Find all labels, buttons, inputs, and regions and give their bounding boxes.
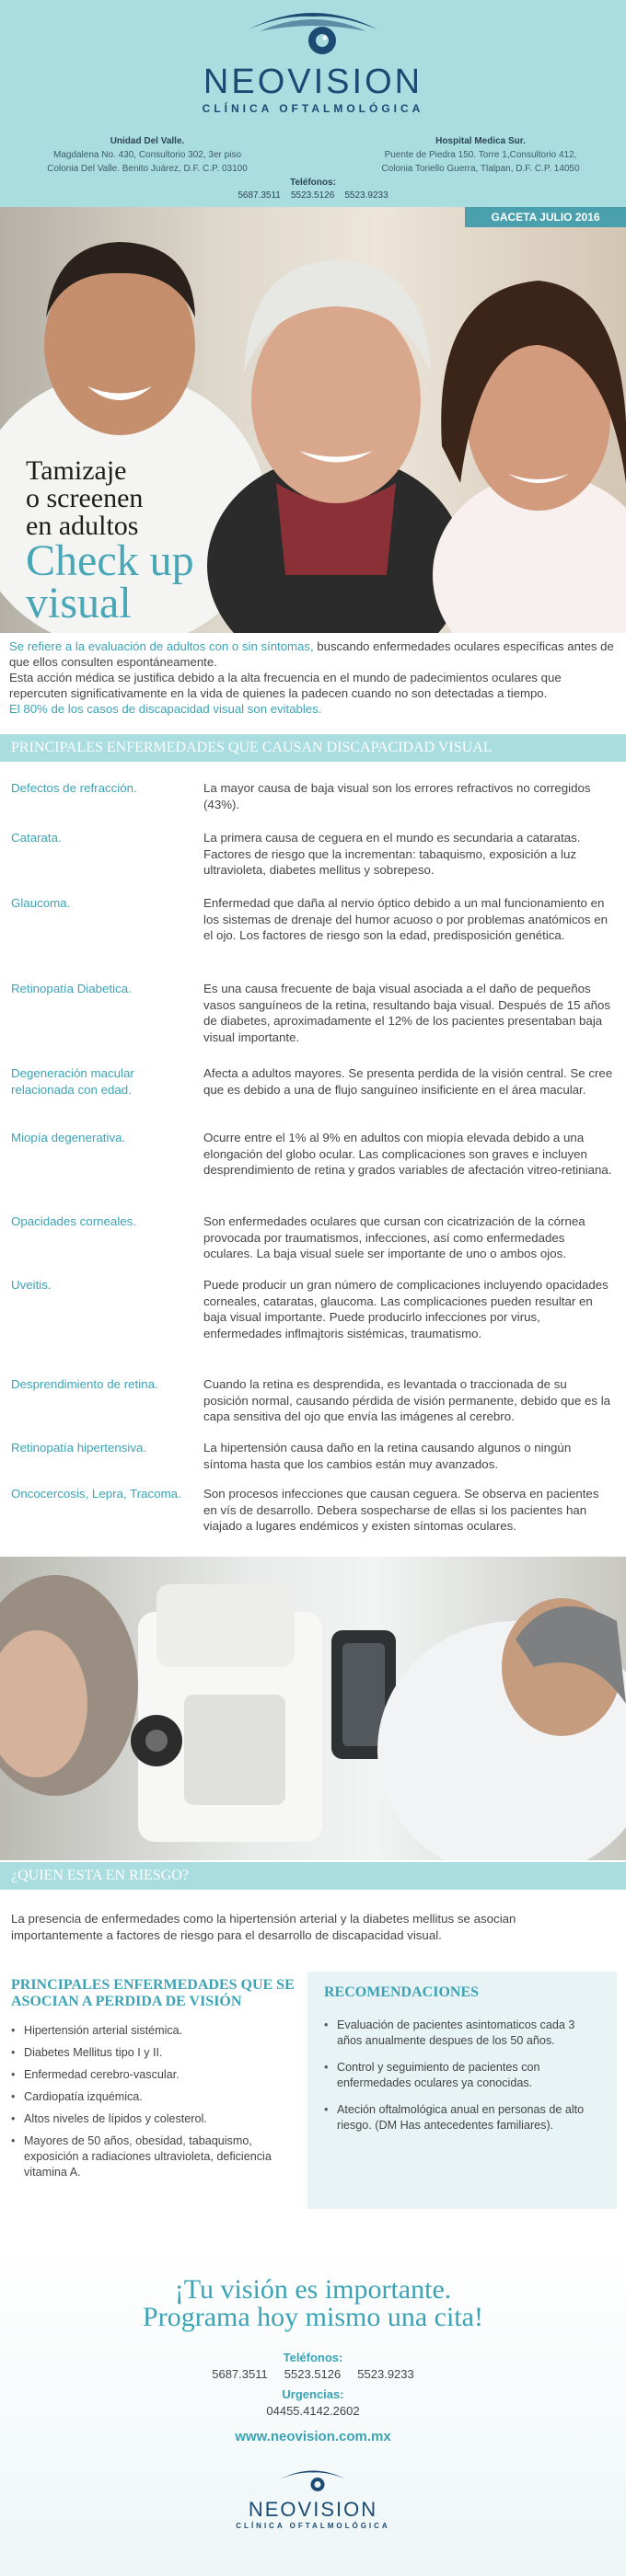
phones-numbers[interactable]: 5687.3511 5523.5126 5523.9233 (238, 190, 388, 201)
disease-description: Puede producir un gran número de complicaciones incluyendo opacidades corneales, cataratas, glaucoma. Las complicaciones pueden resultar en baja visual importante. Puede producirlo infecciones por virus, enfermedades inflmajtoris sistémicas, traumatismo. (203, 1278, 609, 1340)
footer-urgent-label: Urgencias: (282, 2387, 344, 2401)
disease-description: Es una causa frecuente de baja visual asociada a el daño de pequeños vasos sanguíneos de la retina, resultando baja visual. Después de 15 años de diabetes, aproximadamente el 12% de los pacientes presentaban baja visual importante. (203, 982, 611, 1044)
intro-lead: Se refiere a la evaluación de adultos con o sin síntomas, (9, 639, 314, 653)
intro-text (9, 638, 617, 717)
recommendations-panel (307, 1972, 617, 2209)
footer (0, 2245, 626, 2576)
address-del-valle (37, 134, 258, 176)
address-title: Unidad Del Valle. (110, 136, 185, 146)
hero-line-highlight: Check up (26, 536, 194, 585)
disease-description: Enfermedad que daña al nervio óptico debido a un mal funcionamiento en los sistemas de drenaje del humor acuoso o por problemas anatómicos en el ojo. Los factores de riesgo son la edad, predisposición genética. (203, 896, 609, 942)
intro-highlight: El 80% de los casos de discapacidad visual son evitables. (9, 702, 322, 716)
disease-name: Oncocercosis, Lepra, Tracoma. (11, 1487, 181, 1501)
disease-name: Miopía degenerativa. (11, 1131, 126, 1144)
disease-name: Retinopatía Diabetica. (11, 982, 132, 995)
address-line: Colonia Toriello Guerra, Tlalpan, D.F. C.P. 14050 (381, 164, 580, 174)
footer-brand-subtitle: CLÍNICA OFTALMOLÓGICA (236, 2522, 390, 2530)
recommendations-title: RECOMENDACIONES (324, 1984, 480, 2000)
intro-text-2: Esta acción médica se justifica debido a la alta frecuencia en el mundo de padecimientos oculares que repercuten significativamente en la vida de quienes la padecen cuando no son detectadas a tiempo. (9, 671, 562, 700)
hero-line: o screenen (26, 483, 144, 513)
list-item: • Hipertensión arterial sistémica. (11, 2023, 296, 2039)
footer-brand: NEOVISION (248, 2498, 378, 2521)
disease-description: La hipertensión causa daño en la retina causando algunos o ningún síntoma hasta que los cambios están muy avanzados. (203, 1441, 572, 1471)
footer-logo[interactable] (0, 2468, 626, 2530)
list-item: • Ateción oftalmológica anual en personas de alto riesgo. (DM Has antecedentes familiares). (324, 2102, 600, 2133)
eye-exam-illustration (0, 1557, 626, 1860)
disease-name: Uveitis. (11, 1278, 52, 1292)
intro-text-1: buscando enfermedades oculares específicas antes de que ellos consulten espontáneamente. (9, 639, 614, 669)
eye-exam-photo (0, 1557, 626, 1860)
disease-name: Opacidades corneales. (11, 1214, 137, 1228)
list-item: • Control y seguimiento de pacientes con enfermedades oculares ya conocidas. (324, 2060, 600, 2091)
cta-line: Programa hoy mismo una cita! (143, 2302, 483, 2332)
list-item: • Cardiopatía izquémica. (11, 2089, 296, 2105)
disease-name: Retinopatía hipertensiva. (11, 1441, 147, 1455)
disease-name: Glaucoma. (11, 896, 71, 910)
risk-factors-list (11, 2023, 296, 2180)
disease-description: Cuando la retina es desprendida, es levantada o traccionada de su posición normal, causando pérdida de visión permanente, debido que es la capa sensitiva del ojo que envía las imágenes al cerebro. (203, 1377, 611, 1423)
address-title: Hospital Medica Sur. (435, 136, 526, 146)
header-phones (0, 177, 626, 202)
address-medica-sur (361, 134, 600, 176)
section-title-risk: ¿QUIEN ESTA EN RIESGO? (0, 1862, 626, 1890)
disease-description: Afecta a adultos mayores. Se presenta perdida de la visión central. Se cree que es debido a una de flujo sanguíneo insificiente en el área macular. (203, 1066, 613, 1097)
risk-text: La presencia de enfermedades como la hipertensión arterial y la diabetes mellitus se asocian importantemente a factores de riesgo para el desarrollo de discapacidad visual. (11, 1912, 516, 1942)
hero-line-highlight: visual (26, 579, 132, 627)
hero-image (0, 207, 626, 633)
address-line: Colonia Del Valle. Benito Juárez, D.F. C.P. 03100 (47, 164, 248, 174)
eye-logo-icon (239, 9, 387, 66)
logo[interactable] (0, 9, 626, 115)
disease-name: Desprendimiento de retina. (11, 1377, 158, 1391)
disease-name: Defectos de refracción. (11, 781, 137, 795)
risk-factors-title: PRINCIPALES ENFERMEDADES QUE SE ASOCIAN A PERDIDA DE VISIÓN (11, 1977, 295, 2009)
list-item: • Altos niveles de lípidos y colesterol. (11, 2111, 296, 2127)
cta-line: ¡Tu visión es importante. (174, 2274, 452, 2305)
brand-name: NEOVISION (203, 63, 423, 101)
disease-description: Son enfermedades oculares que cursan con cicatrización de la córnea provocada por traumatismos, infecciones, así como enfermedades oculares. La baja visual suele ser importante de uno o ambos ojos. (203, 1214, 585, 1260)
hero-line: Tamizaje (26, 455, 127, 486)
footer-phones[interactable]: 5687.3511 5523.5126 5523.9233 (212, 2367, 414, 2381)
brand-subtitle: CLÍNICA OFTALMOLÓGICA (202, 102, 424, 115)
disease-description: La primera causa de ceguera en el mundo es secundaria a cataratas. Factores de riesgo que la incrementan: tabaquismo, exposición a luz ultravioleta, diabetes mellitus y sobrepeso. (203, 831, 581, 877)
footer-urgent-phone[interactable]: 04455.4142.2602 (266, 2404, 360, 2418)
recommendations-list (324, 2018, 600, 2133)
gaceta-badge: GACETA JULIO 2016 (465, 207, 626, 227)
list-item: • Diabetes Mellitus tipo I y II. (11, 2045, 296, 2061)
address-line: Magdalena No. 430, Consultorio 302, 3er piso (52, 150, 242, 160)
website-link[interactable]: www.neovision.com.mx (235, 2429, 391, 2444)
hero-line: en adultos (26, 511, 139, 541)
list-item: • Mayores de 50 años, obesidad, tabaquismo, exposición a radiaciones ultravioleta, deficiencia vitamina A. (11, 2133, 296, 2180)
disease-description: Son procesos infecciones que causan ceguera. Se observa en pacientes en vís de desarrollo. Debera sospecharse de ellas si los pacientes han viajado a lugares endémicos y existen síntomas oculares. (203, 1487, 599, 1533)
phones-label: Teléfonos: (290, 178, 336, 188)
disease-description: Ocurre entre el 1% al 9% en adultos con miopía elevada debido a una elongación del globo ocular. Las complicaciones son graves e incluyen desprendimiento de retina y grados variables de afectación vitreo-retiniana. (203, 1131, 612, 1177)
address-line: Puente de Piedra 150. Torre 1,Consultorio 412, (384, 150, 577, 160)
info-columns (0, 1964, 626, 2217)
disease-description: La mayor causa de baja visual son los errores refractivos no corregidos (43%). (203, 781, 591, 811)
header (0, 0, 626, 207)
list-item: • Enfermedad cerebro-vascular. (11, 2067, 296, 2083)
footer-phones-label: Teléfonos: (283, 2351, 343, 2364)
hero-title (26, 457, 194, 625)
section-title-diseases: PRINCIPALES ENFERMEDADES QUE CAUSAN DISCAPACIDAD VISUAL (0, 734, 626, 762)
cta-headline (0, 2276, 626, 2331)
eye-logo-icon (276, 2468, 350, 2498)
disease-name: Catarata. (11, 831, 62, 845)
risk-factors-panel (11, 1977, 296, 2187)
list-item: • Evaluación de pacientes asintomaticos cada 3 años anualmente despues de los 50 años. (324, 2018, 600, 2049)
disease-name: Degeneración macular relacionada con edad. (11, 1066, 134, 1097)
